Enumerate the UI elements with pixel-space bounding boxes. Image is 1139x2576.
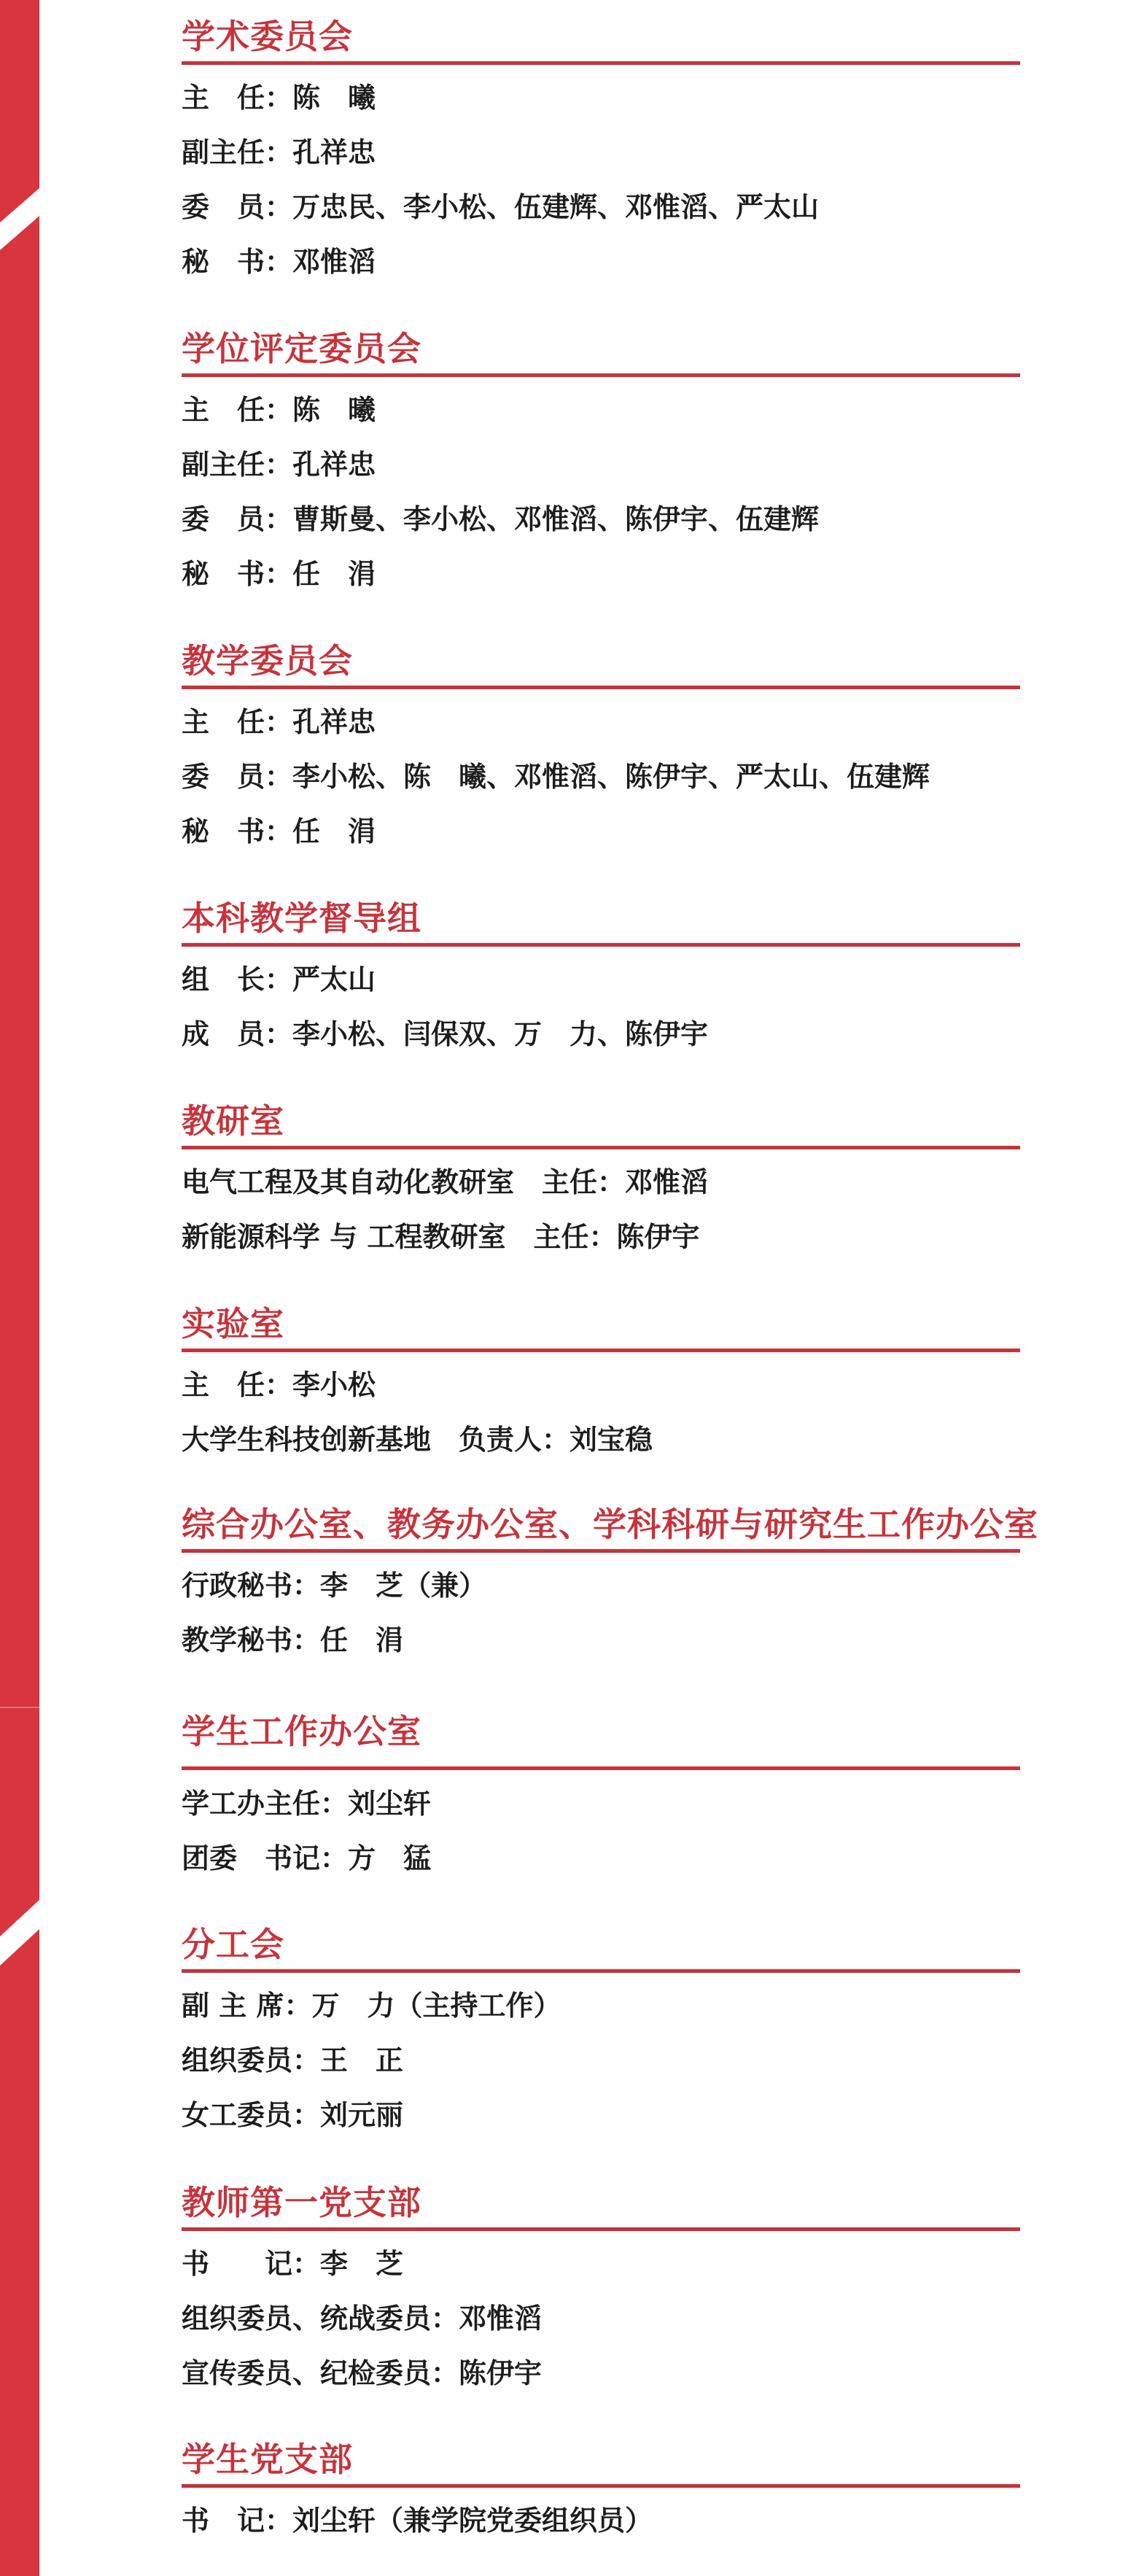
member-list bbox=[182, 2493, 1020, 2548]
section-title: 教师第一党支部 bbox=[182, 2183, 421, 2222]
member-row: 组 长：严太山 bbox=[182, 963, 376, 996]
section-title: 分工会 bbox=[182, 1925, 284, 1964]
member-row: 秘 书：任 涓 bbox=[182, 815, 376, 847]
member-row: 主 任：李小松 bbox=[182, 1368, 376, 1401]
section-title: 教研室 bbox=[182, 1101, 284, 1141]
member-list bbox=[182, 1357, 1020, 1467]
section-title: 教学委员会 bbox=[182, 641, 353, 680]
section-divider bbox=[182, 1766, 1020, 1770]
member-row: 行政秘书：李 芝（兼） bbox=[182, 1569, 487, 1602]
member-row: 教学秘书：任 涓 bbox=[182, 1623, 404, 1656]
member-row: 委 员：曹斯曼、李小松、邓惟滔、陈伊宇、伍建辉 bbox=[182, 503, 820, 535]
member-row: 委 员：万忠民、李小松、伍建辉、邓惟滔、严太山 bbox=[182, 190, 820, 223]
section-divider bbox=[182, 1146, 1020, 1149]
section-title: 实验室 bbox=[182, 1304, 284, 1343]
member-row: 书 记：刘尘轩（兼学院党委组织员） bbox=[182, 2504, 653, 2537]
member-row: 副主任：孔祥忠 bbox=[182, 448, 376, 481]
section-title: 本科教学督导组 bbox=[182, 899, 421, 938]
section-divider bbox=[182, 373, 1020, 377]
member-row: 宣传委员、纪检委员：陈伊宇 bbox=[182, 2356, 543, 2389]
member-row: 秘 书：任 涓 bbox=[182, 557, 376, 590]
member-row: 大学生科技创新基地 负责人：刘宝稳 bbox=[182, 1423, 653, 1456]
section-divider bbox=[182, 1349, 1020, 1352]
member-list bbox=[182, 1558, 1020, 1667]
section-divider bbox=[182, 2227, 1020, 2231]
member-list bbox=[182, 1978, 1020, 2142]
left-decorative-bar bbox=[0, 0, 39, 2576]
member-list bbox=[182, 70, 1020, 289]
member-row: 组织委员：王 正 bbox=[182, 2044, 404, 2076]
member-list bbox=[182, 382, 1020, 601]
member-row: 秘 书：邓惟滔 bbox=[182, 245, 376, 278]
member-row: 新能源科学 与 工程教研室 主任：陈伊宇 bbox=[182, 1220, 700, 1253]
section-title: 学生工作办公室 bbox=[182, 1712, 421, 1751]
section-divider bbox=[182, 2484, 1020, 2488]
section-title: 学位评定委员会 bbox=[182, 329, 421, 368]
member-row: 副主任：孔祥忠 bbox=[182, 136, 376, 168]
section-divider bbox=[182, 1969, 1020, 1973]
member-list bbox=[182, 694, 1020, 858]
member-row: 女工委员：刘元丽 bbox=[182, 2098, 404, 2131]
member-list bbox=[182, 1155, 1020, 1264]
section-title: 学生党支部 bbox=[182, 2440, 353, 2479]
member-list bbox=[182, 1776, 1020, 1885]
member-row: 委 员：李小松、陈 曦、邓惟滔、陈伊宇、严太山、伍建辉 bbox=[182, 760, 930, 793]
section-divider bbox=[182, 943, 1020, 947]
member-row: 主 任：陈 曦 bbox=[182, 393, 376, 426]
member-row: 组织委员、统战委员：邓惟滔 bbox=[182, 2302, 543, 2335]
member-row: 书 记：李 芝 bbox=[182, 2247, 404, 2280]
member-row: 团委 书记：方 猛 bbox=[182, 1842, 432, 1874]
member-row: 主 任：孔祥忠 bbox=[182, 705, 376, 738]
section-divider bbox=[182, 686, 1020, 689]
member-row: 成 员：李小松、闫保双、万 力、陈伊宇 bbox=[182, 1017, 709, 1050]
member-list bbox=[182, 952, 1020, 1061]
member-row: 主 任：陈 曦 bbox=[182, 81, 376, 114]
section-title: 学术委员会 bbox=[182, 17, 353, 56]
left-bar-graphic bbox=[0, 0, 39, 2576]
section-divider bbox=[182, 61, 1020, 65]
member-list bbox=[182, 2236, 1020, 2400]
member-row: 学工办主任：刘尘轩 bbox=[182, 1787, 432, 1820]
member-row: 电气工程及其自动化教研室 主任：邓惟滔 bbox=[182, 1165, 709, 1198]
section-title: 综合办公室、教务办公室、学科科研与研究生工作办公室 bbox=[182, 1505, 1038, 1544]
member-row: 副 主 席：万 力（主持工作） bbox=[182, 1989, 561, 2022]
section-divider bbox=[182, 1549, 1020, 1553]
